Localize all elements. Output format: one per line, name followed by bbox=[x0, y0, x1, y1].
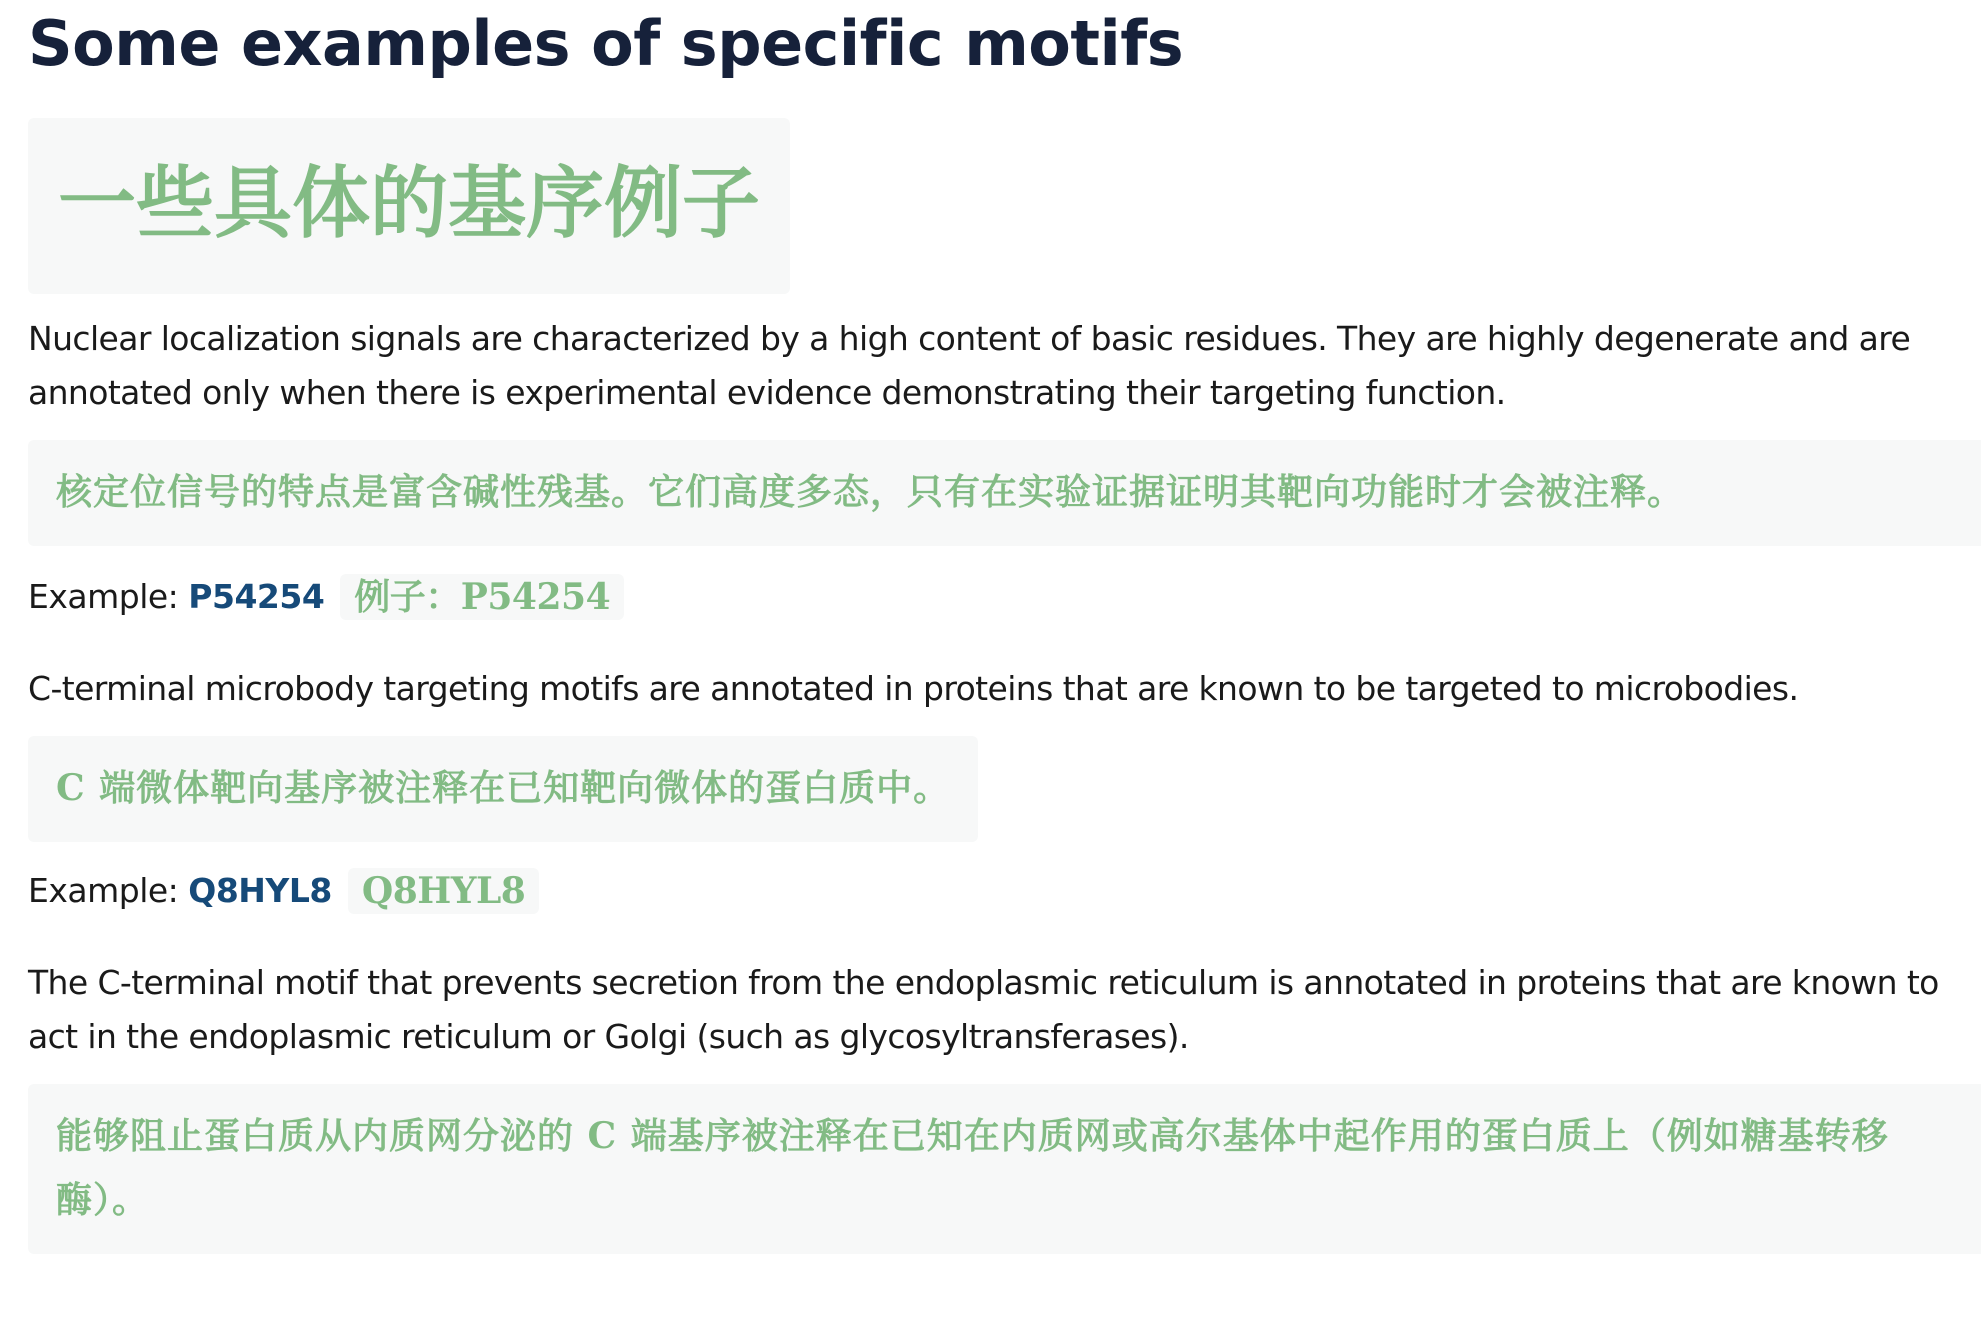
er-retention-translation: 能够阻止蛋白质从内质网分泌的 C 端基序被注释在已知在内质网或高尔基体中起作用的蛋白质上（例如糖基转移酶）。 bbox=[28, 1084, 1981, 1254]
page-title: Some examples of specific motifs bbox=[28, 7, 1184, 80]
page-content bbox=[28, 0, 1968, 1254]
example-label: Example: bbox=[28, 577, 179, 616]
example-translation: 例子：P54254 bbox=[340, 574, 624, 620]
nls-translation: 核定位信号的特点是富含碱性残基。它们高度多态，只有在实验证据证明其靶向功能时才会被注释。 bbox=[28, 440, 1981, 546]
microbody-translation: C 端微体靶向基序被注释在已知靶向微体的蛋白质中。 bbox=[28, 736, 978, 842]
title-translation: 一些具体的基序例子 bbox=[28, 118, 790, 294]
example-label: Example: bbox=[28, 871, 179, 910]
nls-example bbox=[28, 572, 1968, 622]
nls-description: Nuclear localization signals are characterized by a high content of basic residues. They are highly degenerate and are annotated only when there is experimental evidence demonstrating their targeting function. bbox=[28, 319, 1911, 412]
example-translation: Q8HYL8 bbox=[348, 868, 539, 914]
accession-link-p54254[interactable]: P54254 bbox=[188, 577, 325, 616]
microbody-description: C-terminal microbody targeting motifs are annotated in proteins that are known to be targeted to microbodies. bbox=[28, 669, 1799, 708]
er-retention-description: The C-terminal motif that prevents secretion from the endoplasmic reticulum is annotated in proteins that are known to act in the endoplasmic reticulum or Golgi (such as glycosyltransferases). bbox=[28, 963, 1939, 1056]
microbody-example bbox=[28, 866, 1968, 916]
accession-link-q8hyl8[interactable]: Q8HYL8 bbox=[188, 871, 332, 910]
